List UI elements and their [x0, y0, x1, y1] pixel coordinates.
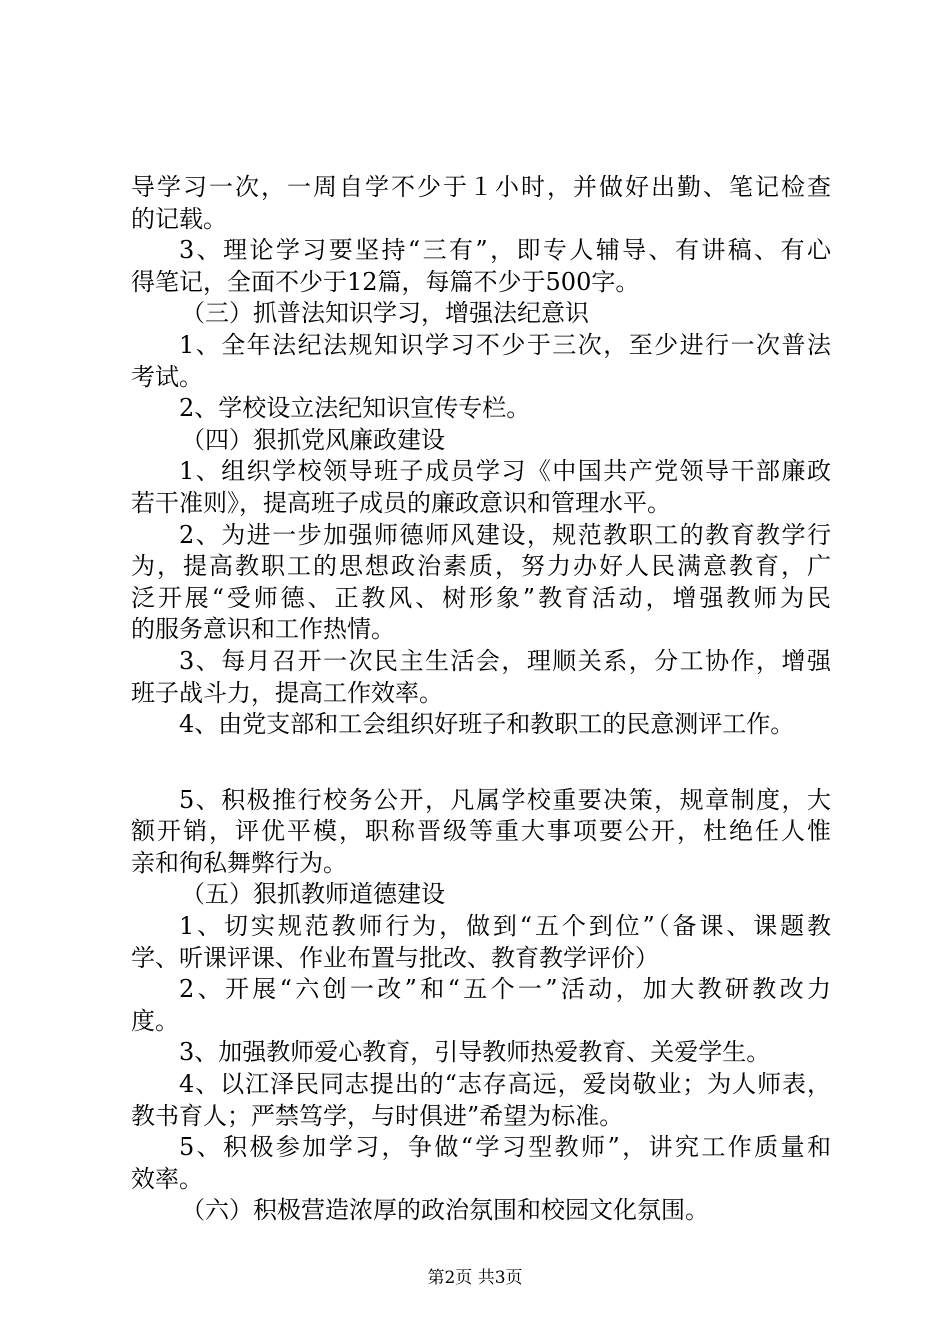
paragraph — [131, 1069, 831, 1132]
text-line: 导学习一次，一周自学不少于１小时，并做好出勤、笔记检查 — [131, 173, 831, 201]
section-heading: （四）狠抓党风廉政建设 — [181, 425, 445, 454]
text-line: 5、积极参加学习，争做“学习型教师”，讲究工作质量和 — [179, 1133, 831, 1162]
text-line: 度。 — [131, 1006, 179, 1035]
text-line: 的记载。 — [131, 204, 227, 233]
text-line: 教书育人；严禁笃学，与时俱进”希望为标准。 — [131, 1101, 624, 1130]
text-line: 1、组织学校领导班子成员学习《中国共产党领导干部廉政 — [179, 457, 831, 486]
text-line: 4、以江泽民同志提出的“志存高远，爱岗敬业；为人师表， — [179, 1070, 831, 1099]
paragraph — [131, 1195, 831, 1227]
section-heading: （六）积极营造浓厚的政治氛围和校园文化氛围。 — [181, 1196, 709, 1225]
text-line: 亲和徇私舞弊行为。 — [131, 848, 347, 877]
paragraph — [131, 520, 831, 646]
text-line: 3、理论学习要坚持“三有”，即专人辅导、有讲稿、有心 — [179, 236, 831, 265]
paragraph — [131, 1132, 831, 1195]
text-line: 学、听课评课、作业布置与批改、教育教学评价） — [131, 943, 659, 972]
section-heading: （三）抓普法知识学习，增强法纪意识 — [181, 299, 589, 328]
blank-line — [131, 741, 831, 785]
text-line: 为，提高教职工的思想政治素质，努力办好人民满意教育，广 — [131, 552, 831, 581]
paragraph — [131, 785, 831, 880]
text-line: 3、加强教师爱心教育，引导教师热爱教育、关爱学生。 — [179, 1038, 771, 1067]
paragraph — [131, 646, 831, 709]
paragraph — [131, 456, 831, 519]
paragraph — [131, 298, 831, 330]
paragraph — [131, 235, 831, 298]
page-footer: 第2页 共3页 — [427, 1268, 523, 1288]
text-line: 2、开展“六创一改”和“五个一”活动，加大教研教改力 — [179, 975, 831, 1004]
paragraph — [131, 1037, 831, 1069]
paragraph — [131, 709, 831, 741]
text-line: 1、全年法纪法规知识学习不少于三次，至少进行一次普法 — [179, 330, 831, 359]
document-body — [131, 172, 831, 1227]
text-line: 2、为进一步加强师德师风建设，规范教职工的教育教学行 — [179, 520, 831, 549]
text-line: 得笔记，全面不少于12篇，每篇不少于500字。 — [131, 267, 640, 296]
text-line: 班子战斗力，提高工作效率。 — [131, 678, 443, 707]
paragraph — [131, 425, 831, 457]
paragraph — [131, 974, 831, 1037]
paragraph — [131, 911, 831, 974]
text-line: 额开销，评优平模，职称晋级等重大事项要公开，杜绝任人惟 — [131, 817, 831, 846]
text-line: 5、积极推行校务公开，凡属学校重要决策，规章制度，大 — [179, 785, 831, 814]
text-line: 4、由党支部和工会组织好班子和教职工的民意测评工作。 — [179, 710, 795, 739]
text-line: 若干准则》，提高班子成员的廉政意识和管理水平。 — [131, 488, 671, 517]
text-line: 3、每月召开一次民主生活会，理顺关系，分工协作，增强 — [179, 646, 831, 675]
section-heading: （五）狠抓教师道德建设 — [181, 880, 445, 909]
paragraph — [131, 172, 831, 235]
text-line: 考试。 — [131, 362, 203, 391]
paragraph — [131, 393, 831, 425]
paragraph — [131, 330, 831, 393]
text-line: 1、切实规范教师行为，做到“五个到位”（备课、课题教 — [179, 912, 831, 941]
text-line: 的服务意识和工作热情。 — [131, 615, 395, 644]
text-line: 泛开展“受师德、正教风、树形象”教育活动，增强教师为民 — [131, 583, 831, 612]
text-line: 效率。 — [131, 1164, 203, 1193]
paragraph — [131, 879, 831, 911]
text-line: 2、学校设立法纪知识宣传专栏。 — [179, 394, 531, 423]
